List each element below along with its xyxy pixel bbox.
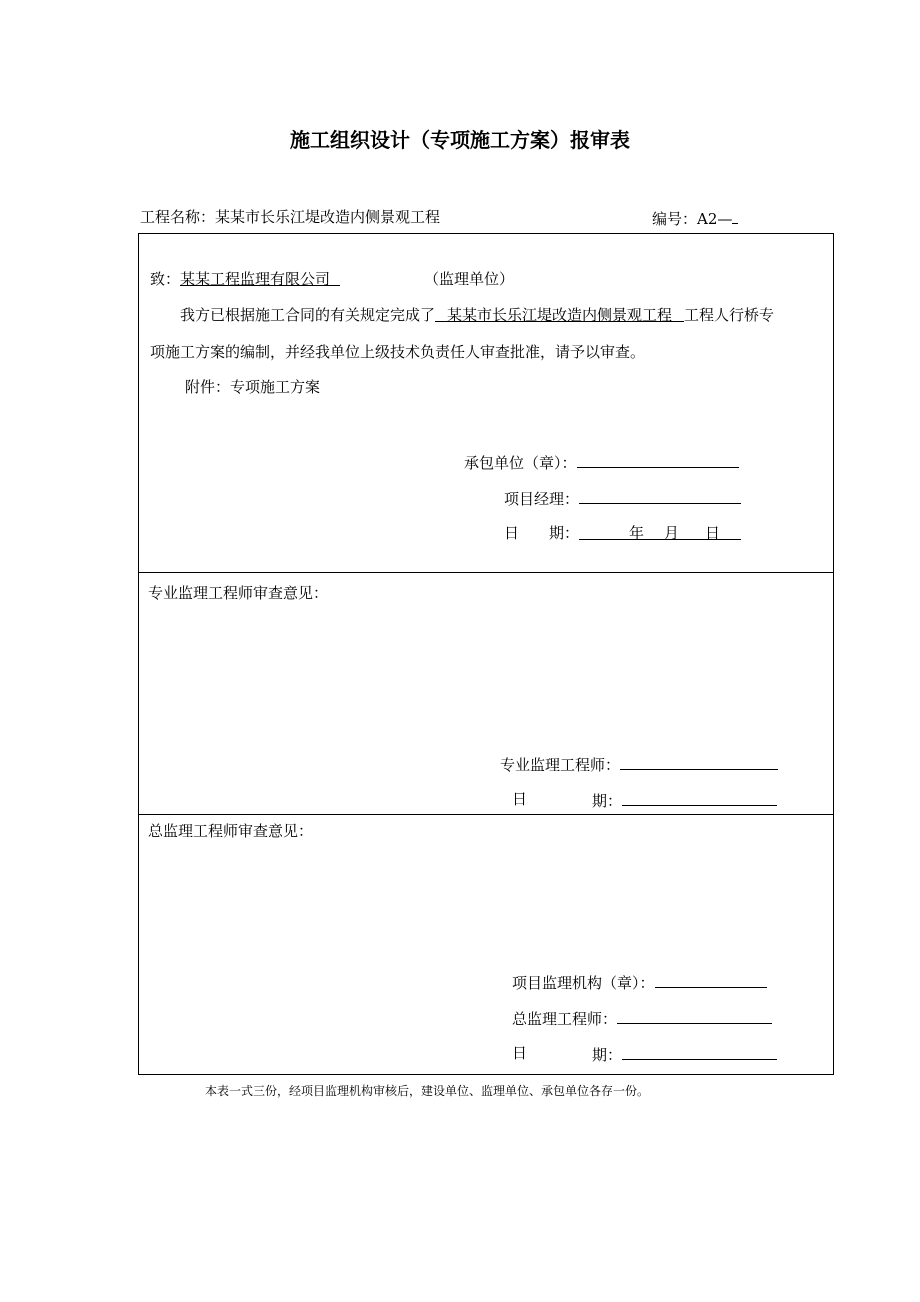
body-line-1 <box>180 304 774 325</box>
number-label: 编号： <box>652 210 698 228</box>
contractor-row <box>464 450 739 473</box>
date-line-2 <box>622 788 777 806</box>
manager-row <box>504 486 741 509</box>
chief-signature-line <box>617 1006 772 1024</box>
body-suffix: 工程人行桥专 <box>684 306 775 324</box>
manager-signature-line <box>579 486 741 504</box>
date-row-2 <box>592 788 777 811</box>
to-value-underline <box>180 268 340 286</box>
date-month: 月 <box>664 524 680 542</box>
manager-label: 项目经理： <box>504 490 580 508</box>
body-line-2: 项施工方案的编制，并经我单位上级技术负责任人审查批准，请予以审查。 <box>150 343 646 361</box>
page-title: 施工组织设计（专项施工方案）报审表 <box>290 128 630 152</box>
org-seal-line <box>655 970 767 988</box>
section-divider-2 <box>138 814 834 815</box>
org-row <box>512 970 767 993</box>
date-row-3 <box>592 1042 777 1065</box>
form-number-row <box>652 206 738 229</box>
date-day-label-2: 日 <box>512 790 528 808</box>
body-project: 某某市长乐江堤改造内侧景观工程 <box>447 306 673 324</box>
number-blank-line <box>732 206 738 224</box>
section-divider-1 <box>138 572 834 573</box>
chief-row <box>512 1006 772 1029</box>
to-value: 某某工程监理有限公司 <box>180 270 331 288</box>
date-line-1 <box>579 522 741 540</box>
body-prefix: 我方已根据施工合同的有关规定完成了 <box>180 306 436 324</box>
date-label-1: 日 期： <box>504 524 580 542</box>
project-label: 工程名称： <box>140 208 216 226</box>
date-period-label-3: 期： <box>592 1046 623 1064</box>
org-label: 项目监理机构（章）： <box>512 974 655 992</box>
date-period-label-2: 期： <box>592 792 623 810</box>
contractor-label: 承包单位（章）： <box>464 454 577 472</box>
engineer-label: 专业监理工程师： <box>500 756 621 774</box>
attachment-text: 附件：专项施工方案 <box>185 378 321 396</box>
date-day: 日 <box>705 524 721 542</box>
contractor-signature-line <box>577 450 739 468</box>
project-name: 某某市长乐江堤改造内侧景观工程 <box>215 208 441 226</box>
project-name-row <box>140 206 440 227</box>
chief-opinion-heading: 总监理工程师审查意见： <box>148 822 314 840</box>
chief-label: 总监理工程师： <box>512 1010 618 1028</box>
engineer-signature-line <box>620 752 778 770</box>
footer-note: 本表一式三份，经项目监理机构审核后，建设单位、监理单位、承包单位各存一份。 <box>205 1084 650 1098</box>
date-year: 年 <box>629 524 645 542</box>
engineer-opinion-heading: 专业监理工程师审查意见： <box>148 584 329 602</box>
to-label: 致： <box>150 270 181 288</box>
body-project-underline <box>435 304 684 322</box>
number-value: A2— <box>697 210 733 228</box>
engineer-row <box>500 752 778 775</box>
date-day-label-3: 日 <box>512 1044 528 1062</box>
date-line-3 <box>622 1042 777 1060</box>
to-suffix: （监理单位） <box>424 270 515 288</box>
to-row <box>150 268 340 289</box>
date-row-1 <box>504 522 741 543</box>
